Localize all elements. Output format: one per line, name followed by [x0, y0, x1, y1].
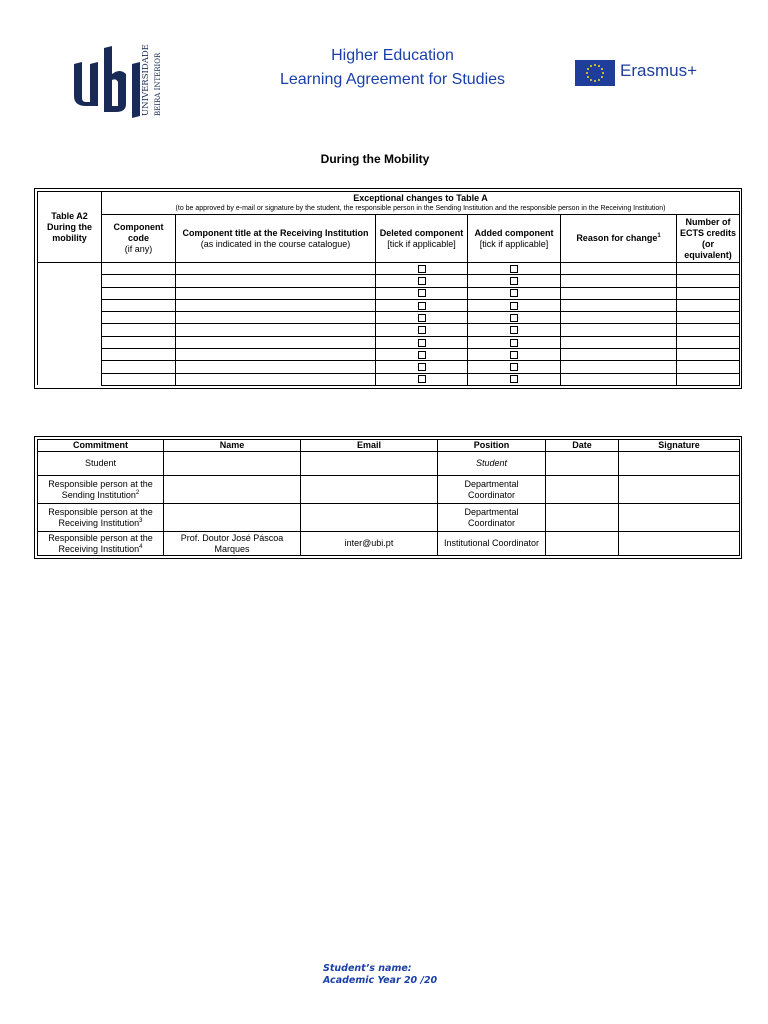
commitment-name-cell[interactable] — [164, 532, 301, 556]
reason-cell[interactable] — [561, 263, 677, 275]
component-title-cell[interactable] — [176, 299, 376, 311]
reason-cell[interactable] — [561, 299, 677, 311]
commitment-header-signature: Signature — [619, 440, 740, 452]
component-title-cell[interactable] — [176, 373, 376, 385]
component-title-cell[interactable] — [176, 263, 376, 275]
commitment-commitment-cell — [38, 476, 164, 504]
table-a2-row — [38, 373, 740, 385]
deleted-checkbox-cell[interactable] — [376, 263, 468, 275]
commitment-header-name: Name — [164, 440, 301, 452]
commitment-signature-cell[interactable] — [619, 452, 740, 476]
col-header-component-code: Component code (if any) — [102, 215, 176, 263]
added-checkbox-cell[interactable] — [468, 312, 561, 324]
reason-cell[interactable] — [561, 349, 677, 361]
commitment-position-text: Departmental Coordinator — [464, 506, 519, 528]
component-code-cell[interactable] — [102, 275, 176, 287]
table-a2-row — [38, 349, 740, 361]
added-checkbox[interactable] — [510, 339, 518, 347]
eu-flag-icon — [575, 60, 615, 86]
commitment-name-text: Prof. Doutor José Páscoa Marques — [180, 532, 284, 554]
component-code-cell[interactable] — [102, 299, 176, 311]
commitment-header-date: Date — [546, 440, 619, 452]
table-a2-row — [38, 299, 740, 311]
commitment-row — [38, 532, 740, 556]
commitment-commitment-text: Responsible person at the Receiving Institution — [48, 532, 153, 554]
row-spacer — [38, 287, 102, 299]
table-a2-row — [38, 312, 740, 324]
commitment-signature-cell[interactable] — [619, 532, 740, 556]
reason-cell[interactable] — [561, 275, 677, 287]
added-checkbox-cell[interactable] — [468, 287, 561, 299]
commitment-position-cell — [438, 532, 546, 556]
deleted-checkbox[interactable] — [418, 363, 426, 371]
table-a2-heading-cell — [102, 192, 740, 215]
deleted-checkbox-cell[interactable] — [376, 349, 468, 361]
added-checkbox-cell[interactable] — [468, 324, 561, 336]
deleted-checkbox-cell[interactable] — [376, 361, 468, 373]
row-spacer — [38, 312, 102, 324]
row-spacer — [38, 373, 102, 385]
reason-cell[interactable] — [561, 373, 677, 385]
students-name-label: Student’s name: — [323, 963, 412, 974]
added-checkbox[interactable] — [510, 375, 518, 383]
deleted-checkbox-cell[interactable] — [376, 324, 468, 336]
component-title-cell[interactable] — [176, 275, 376, 287]
component-title-cell[interactable] — [176, 324, 376, 336]
commitment-header-email: Email — [301, 440, 438, 452]
footnote-marker: 3 — [139, 517, 143, 524]
logo-text-beira: BEIRA INTERIOR — [154, 52, 162, 116]
commitment-position-cell — [438, 504, 546, 532]
component-title-cell[interactable] — [176, 312, 376, 324]
component-code-cell[interactable] — [102, 263, 176, 275]
commitment-row — [38, 452, 740, 476]
academic-year-label: Academic Year 20 /20 — [323, 975, 438, 986]
commitment-email-text: inter@ubi.pt — [344, 538, 394, 548]
commitment-row — [38, 504, 740, 532]
reason-cell[interactable] — [561, 312, 677, 324]
commitment-email-cell[interactable] — [301, 452, 438, 476]
added-checkbox-cell[interactable] — [468, 275, 561, 287]
deleted-checkbox[interactable] — [418, 314, 426, 322]
table-a2-side-label: Table A2 During the mobility — [38, 192, 102, 263]
added-checkbox[interactable] — [510, 314, 518, 322]
commitment-date-cell[interactable] — [546, 476, 619, 504]
footnote-marker: 2 — [135, 489, 140, 496]
ects-cell[interactable] — [677, 299, 740, 311]
component-code-cell[interactable] — [102, 287, 176, 299]
footnote-marker: 4 — [139, 543, 143, 550]
row-spacer — [38, 263, 102, 275]
footer — [323, 963, 437, 987]
added-checkbox-cell[interactable] — [468, 361, 561, 373]
row-spacer — [38, 361, 102, 373]
component-code-cell[interactable] — [102, 349, 176, 361]
deleted-checkbox-cell[interactable] — [376, 299, 468, 311]
commitment-position-text: Student — [475, 458, 508, 468]
deleted-checkbox[interactable] — [418, 339, 426, 347]
component-code-cell[interactable] — [102, 324, 176, 336]
reason-cell[interactable] — [561, 361, 677, 373]
commitment-commitment-cell — [38, 532, 164, 556]
commitment-email-cell[interactable] — [301, 476, 438, 504]
commitment-table — [37, 439, 740, 556]
component-title-cell[interactable] — [176, 361, 376, 373]
added-checkbox[interactable] — [510, 363, 518, 371]
row-spacer — [38, 324, 102, 336]
commitment-commitment-text: Student — [84, 458, 117, 468]
added-checkbox[interactable] — [510, 289, 518, 297]
table-a2-note: (to be approved by e-mail or signature by the student, the responsible person in the Sending Institution and the responsible person in the Receiving Institution) — [175, 205, 666, 212]
added-checkbox[interactable] — [510, 302, 518, 310]
ects-cell[interactable] — [677, 287, 740, 299]
commitment-header-position: Position — [438, 440, 546, 452]
commitment-position-text: Departmental Coordinator — [464, 478, 519, 500]
table-a2-row — [38, 361, 740, 373]
deleted-checkbox-cell[interactable] — [376, 373, 468, 385]
row-spacer — [38, 299, 102, 311]
ects-cell[interactable] — [677, 373, 740, 385]
deleted-checkbox[interactable] — [418, 302, 426, 310]
commitment-name-cell[interactable] — [164, 476, 301, 504]
col-header-component-title: Component title at the Receiving Institution (as indicated in the course catalogue) — [176, 215, 376, 263]
ects-cell[interactable] — [677, 275, 740, 287]
commitment-signature-cell[interactable] — [619, 504, 740, 532]
table-a2 — [37, 191, 740, 386]
col-header-deleted: Deleted component [tick if applicable] — [376, 215, 468, 263]
added-checkbox[interactable] — [510, 277, 518, 285]
table-a2-row — [38, 263, 740, 275]
component-code-cell[interactable] — [102, 336, 176, 348]
commitment-email-cell[interactable] — [301, 532, 438, 556]
component-code-cell[interactable] — [102, 312, 176, 324]
commitment-header-commitment: Commitment — [38, 440, 164, 452]
added-checkbox[interactable] — [510, 351, 518, 359]
col-header-added: Added component [tick if applicable] — [468, 215, 561, 263]
component-code-cell[interactable] — [102, 373, 176, 385]
commitment-date-cell[interactable] — [546, 532, 619, 556]
commitment-signature-cell[interactable] — [619, 476, 740, 504]
commitment-name-cell[interactable] — [164, 504, 301, 532]
section-title: During the Mobility — [320, 152, 430, 166]
table-a2-heading: Exceptional changes to Table A — [353, 193, 488, 203]
table-a2-row — [38, 275, 740, 287]
commitment-row — [38, 476, 740, 504]
col-header-reason: Reason for change$^1$ — [561, 215, 677, 263]
deleted-checkbox[interactable] — [418, 375, 426, 383]
component-code-cell[interactable] — [102, 361, 176, 373]
commitment-date-cell[interactable] — [546, 504, 619, 532]
deleted-checkbox-cell[interactable] — [376, 312, 468, 324]
commitment-commitment-cell — [38, 504, 164, 532]
table-a2-row — [38, 287, 740, 299]
ects-cell[interactable] — [677, 361, 740, 373]
ects-cell[interactable] — [677, 312, 740, 324]
ects-cell[interactable] — [677, 263, 740, 275]
erasmus-label: Erasmus+ — [620, 61, 697, 80]
document-title — [250, 44, 535, 92]
logo-text-university: UNIVERSIDADE — [141, 44, 151, 116]
row-spacer — [38, 336, 102, 348]
added-checkbox-cell[interactable] — [468, 373, 561, 385]
col-header-ects: Number of ECTS credits (or equivalent) — [677, 215, 740, 263]
commitment-name-cell[interactable] — [164, 452, 301, 476]
added-checkbox-cell[interactable] — [468, 299, 561, 311]
deleted-checkbox[interactable] — [418, 277, 426, 285]
added-checkbox-cell[interactable] — [468, 263, 561, 275]
added-checkbox[interactable] — [510, 326, 518, 334]
commitment-commitment-cell — [38, 452, 164, 476]
deleted-checkbox-cell[interactable] — [376, 287, 468, 299]
commitment-table-frame — [34, 436, 742, 559]
title-line-2: Learning Agreement for Studies — [279, 71, 506, 88]
table-a2-row — [38, 336, 740, 348]
ects-cell[interactable] — [677, 349, 740, 361]
commitment-position-cell — [438, 476, 546, 504]
table-a2-frame — [34, 188, 742, 389]
commitment-email-cell[interactable] — [301, 504, 438, 532]
ubi-university-logo — [72, 34, 172, 120]
deleted-checkbox[interactable] — [418, 351, 426, 359]
commitment-position-cell — [438, 452, 546, 476]
added-checkbox[interactable] — [510, 265, 518, 273]
deleted-checkbox[interactable] — [418, 289, 426, 297]
commitment-commitment-text: Responsible person at the Sending Institution — [48, 478, 153, 500]
deleted-checkbox-cell[interactable] — [376, 336, 468, 348]
component-title-cell[interactable] — [176, 349, 376, 361]
row-spacer — [38, 349, 102, 361]
component-title-cell[interactable] — [176, 287, 376, 299]
reason-cell[interactable] — [561, 336, 677, 348]
reason-cell[interactable] — [561, 324, 677, 336]
commitment-date-cell[interactable] — [546, 452, 619, 476]
component-title-cell[interactable] — [176, 336, 376, 348]
ects-cell[interactable] — [677, 324, 740, 336]
row-spacer — [38, 275, 102, 287]
ects-cell[interactable] — [677, 336, 740, 348]
erasmus-logo — [575, 58, 715, 88]
deleted-checkbox[interactable] — [418, 326, 426, 334]
deleted-checkbox-cell[interactable] — [376, 275, 468, 287]
reason-cell[interactable] — [561, 287, 677, 299]
added-checkbox-cell[interactable] — [468, 336, 561, 348]
table-a2-row — [38, 324, 740, 336]
commitment-position-text: Institutional Coordinator — [443, 538, 540, 548]
title-line-1: Higher Education — [331, 47, 454, 64]
added-checkbox-cell[interactable] — [468, 349, 561, 361]
commitment-commitment-text: Responsible person at the Receiving Institution — [48, 506, 153, 528]
deleted-checkbox[interactable] — [418, 265, 426, 273]
